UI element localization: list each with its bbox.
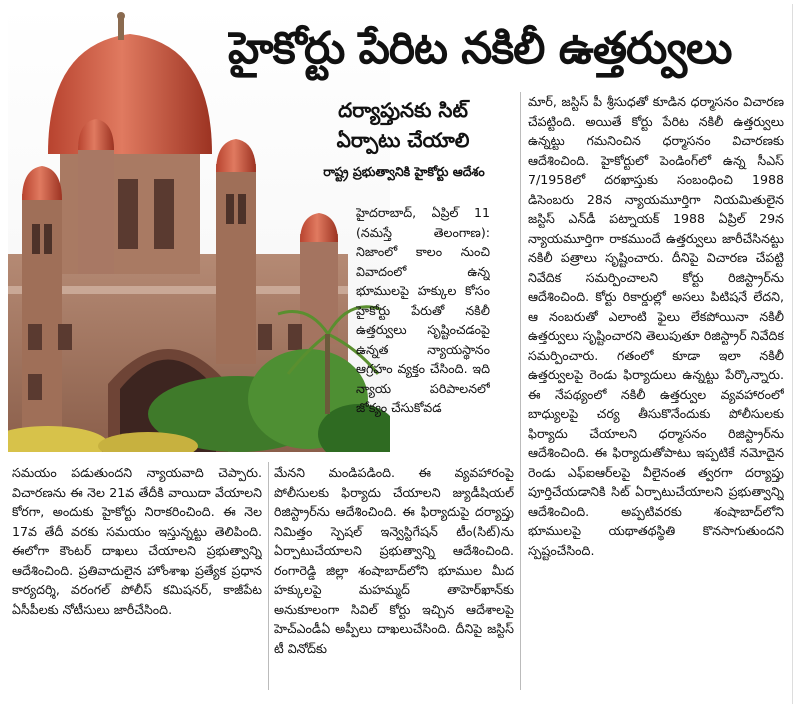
column-divider (268, 462, 269, 690)
article-column-3: మార్, జస్టిస్ పీ శ్రీసుధతో కూడిన ధర్మాసనం విచారణ చేపట్టింది. అయితే కోర్టు పేరిట నకిలీ ఉత్తర్వులు ఉన్నట్టు గమనించిన ధర్మాసనం విచారణకు ఆదేశించింది. హైకోర్టులో పెండింగ్‌లో ఉన్న సీఎస్ 7/1958లో దరఖాస్తుకు సంబంధించి 1988 డిసెంబరు 28న న్యాయమూర్తిగా నియమితులైన జస్టిస్ ఎన్‌డీ పట్నాయక్ 1988 ఏప్రిల్ 29న న్యాయమూర్తిగా రాకముందే ఉత్తర్వులు జారీచేసినట్టు నకిలీ పత్రాలు సృష్టించారు. దీనిపై విచారణ చేపట్టి నివేదిక సమర్పించాలని కోర్టు రిజిస్ట్రార్‌ను ఆదేశించింది. కోర్టు రికార్డుల్లో అసలు పిటిషనే లేదని, ఆ నంబరుతో ఎలాంటి ఫైలు లేకపోయినా నకిలీ ఉత్తర్వులు సృష్టించారని తెలుపుతూ రిజిస్ట్రార్ నివేదిక సమర్పించారు. గతంలో కూడా ఇలా నకిలీ ఉత్తర్వులపై రెండు ఫిర్యాదులు ఉన్నట్టు పేర్కొన్నారు. ఈ నేపథ్యంలో నకిలీ ఉత్తర్వుల వ్యవహారంలో బాధ్యులపై చర్య తీసుకొనేందుకు పోలీసులకు ఫిర్యాదు చేయాలని ధర్మాసనం రిజిస్ట్రార్‌ను ఆదేశించింది. ఈ ఫిర్యాదుతోపాటు ఇప్పటికే నమోదైన రెండు ఎఫ్‌ఐఆర్‌లపై వీలైనంత త్వరగా దర్యాప్తు పూర్తిచేయడానికి సిట్ ఏర్పాటుచేయాలని ప్రభుత్వాన్ని ఆదేశించింది. అప్పటివరకు శంషాబాద్‌లోని భూములపై యథాతథస్థితి కొనసాగుతుందని స్పష్టంచేసింది. (528, 94, 784, 558)
article-column-2: మేనని మండిపడింది. ఈ వ్యవహారంపై పోలీసులకు ఫిర్యాదు చేయాలని జ్యుడీషియల్ రిజిస్ట్రార్‌ను ఆదేశించింది. ఈ ఫిర్యాదుపై దర్యాప్తు నిమిత్తం స్పెషల్ ఇన్వెస్టిగేషన్ టీం(సిట్)ను ఏర్పాటుచేయాలని ప్రభుత్వాన్ని ఆదేశించింది. రంగారెడ్డి జిల్లా శంషాబాద్‌లోని భూముల మీద హక్కులపై మహమ్మద్ తాహెర్‌ఖాన్‌కు అనుకూలంగా సివిల్ కోర్టు ఇచ్చిన ఆదేశాలపై హెచ్‌ఎండీఏ అప్పీలు దాఖలుచేసింది. దీనిపై జస్టిస్ టీ వినోద్‌కు (274, 465, 514, 656)
article-column-1-top: హైదరాబాద్, ఏప్రిల్ 11 (నమస్తే తెలంగాణ): నిజాంలో కాలం నుంచి వివాదంలో ఉన్న భూములపై హక్కుల కోసం హైకోర్టు పేరుతో నకిలీ ఉత్తర్వులు సృష్టించడంపై ఉన్నత న్యాయస్థానం ఆగ్రహం వ్యక్తం చేసింది. ఇది న్యాయ పరిపాలనలో జోక్యం చేసుకోవడ (356, 205, 490, 415)
article-column-1-bottom: సమయం పడుతుందని న్యాయవాది చెప్పారు. విచారణను ఈ నెల 21వ తేదీకి వాయిదా వేయాలని కోరగా, అందుకు హైకోర్టు నిరాకరించింది. ఈ నెల 17వ తేదీ వరకు సమయం ఇస్తున్నట్టు తెలిపింది. ఈలోగా కౌంటర్ దాఖలు చేయాలని ప్రభుత్వాన్ని ఆదేశించింది. ప్రతివాదులైన హోంశాఖ ప్రత్యేక ప్రధాన కార్యదర్శి, వరంగల్ పోలీస్ కమిషనర్, కాజీపేట ఏసీపీలకు నోటీసులు జారీచేసింది. (12, 465, 262, 617)
column-divider (520, 92, 521, 690)
subheadline: దర్యాప్తునకు సిట్ ఏర్పాటు చేయాలి (336, 98, 470, 152)
subheadline-secondary: రాష్ట్ర ప్రభుత్వానికి హైకోర్టు ఆదేశం (323, 164, 485, 179)
headline: హైకోర్టు పేరిట నకిలీ ఉత్తర్వులు (228, 23, 732, 74)
